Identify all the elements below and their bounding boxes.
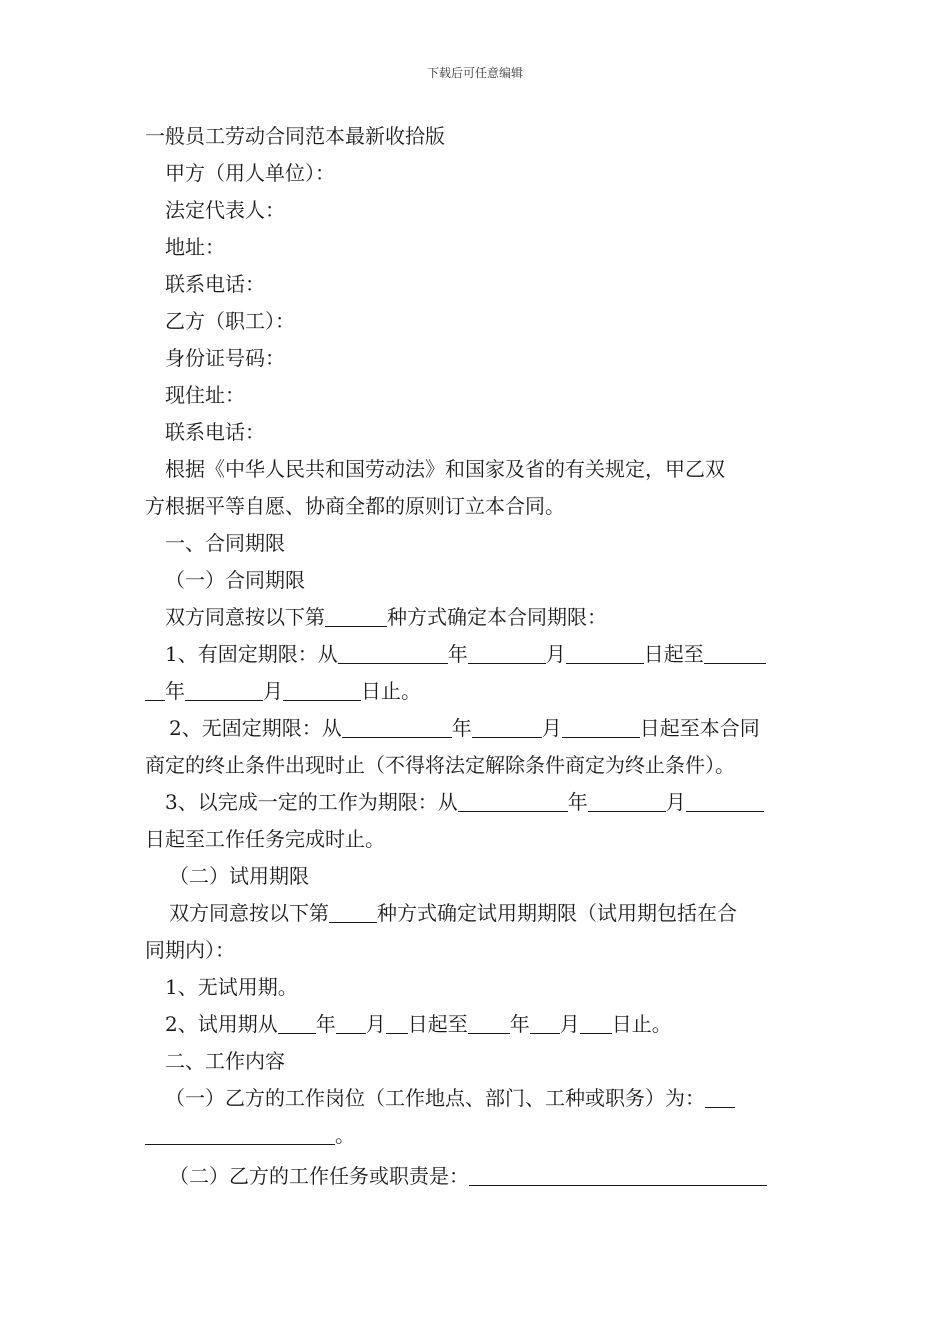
document-title: 一般员工劳动合同范本最新收拾版 — [145, 124, 445, 148]
section-2-sub-1 — [145, 1080, 810, 1117]
option-2-text: 2、无固定期限：从 — [169, 716, 342, 740]
trial-start-month-blank[interactable] — [336, 1013, 366, 1034]
option-2-month-blank[interactable] — [472, 717, 542, 738]
year-label: 年 — [165, 679, 185, 703]
option-1-line-2 — [145, 673, 810, 710]
trial-choice-blank[interactable] — [329, 902, 377, 923]
month-label: 月 — [545, 642, 566, 666]
option-1-line — [145, 636, 810, 673]
option-1-year-blank[interactable] — [338, 643, 448, 664]
trial-choice-line-2: 同期内）： — [145, 938, 235, 962]
month-label: 月 — [263, 679, 283, 703]
option-3-year-blank[interactable] — [458, 791, 568, 812]
option-3-line — [145, 784, 810, 821]
month-label: 月 — [559, 1012, 580, 1036]
option-1-text: 1、有固定期限：从 — [165, 642, 338, 666]
section-2-heading: 二、工作内容 — [165, 1049, 285, 1073]
option-2-line — [145, 710, 810, 747]
option-2-day-blank[interactable] — [562, 717, 640, 738]
party-a-line: 甲方（用人单位）： — [165, 161, 335, 185]
day-from-to-label: 日起至 — [643, 642, 704, 666]
period-mark: 。 — [335, 1123, 355, 1147]
page-header-note: 下载后可任意编辑 — [426, 66, 523, 80]
trial-choice-line — [145, 895, 810, 932]
position-blank-b[interactable] — [145, 1124, 335, 1145]
option-1-end-year-blank-b[interactable] — [145, 680, 165, 701]
option-3-day-blank[interactable] — [686, 791, 764, 812]
trial-option-2-text: 2、试用期从 — [165, 1012, 278, 1036]
year-label: 年 — [509, 1012, 530, 1036]
contract-document — [145, 118, 810, 1195]
option-1-day-blank[interactable] — [566, 643, 644, 664]
trial-choice-text-b: 种方式确定试用期期限（试用期包括在合 — [377, 901, 737, 925]
id-number-line: 身份证号码： — [165, 346, 285, 370]
trial-end-day-blank[interactable] — [580, 1013, 612, 1034]
trial-choice-text-a: 双方同意按以下第 — [169, 901, 329, 925]
day-from-to-label: 日起至 — [407, 1012, 468, 1036]
position-blank-a[interactable] — [705, 1087, 735, 1108]
day-end-label: 日止。 — [361, 679, 421, 703]
section-1-sub-1: （一）合同期限 — [165, 568, 305, 592]
option-3-month-blank[interactable] — [588, 791, 666, 812]
section-2-sub-1-text: （一）乙方的工作岗位（工作地点、部门、工种或职务）为： — [165, 1086, 705, 1110]
trial-start-day-blank[interactable] — [386, 1013, 408, 1034]
trial-end-year-blank[interactable] — [468, 1013, 510, 1034]
intro-line-2: 方根据平等自愿、协商全都的原则订立本合同。 — [145, 494, 565, 518]
section-2-sub-2-text: （二）乙方的工作任务或职责是： — [169, 1164, 469, 1188]
option-1-end-year-blank-a[interactable] — [704, 643, 766, 664]
option-1-end-month-blank[interactable] — [185, 680, 263, 701]
term-choice-blank[interactable] — [325, 606, 387, 627]
intro-line-1: 根据《中华人民共和国劳动法》和国家及省的有关规定，甲乙双 — [165, 457, 725, 481]
section-2-sub-2 — [145, 1158, 810, 1195]
year-label: 年 — [315, 1012, 336, 1036]
current-address-line: 现住址： — [165, 383, 245, 407]
trial-start-year-blank[interactable] — [278, 1013, 316, 1034]
legal-rep-line: 法定代表人： — [165, 198, 285, 222]
year-label: 年 — [567, 790, 588, 814]
option-2-line-2: 商定的终止条件出现时止（不得将法定解除条件商定为终止条件）。 — [145, 753, 735, 777]
year-label: 年 — [447, 642, 468, 666]
option-3-line-2: 日起至工作任务完成时止。 — [145, 827, 385, 851]
month-label: 月 — [541, 716, 562, 740]
day-end-label: 日止。 — [611, 1012, 672, 1036]
option-3-text: 3、以完成一定的工作为期限：从 — [165, 790, 458, 814]
term-choice-text-b: 种方式确定本合同期限： — [387, 605, 607, 629]
phone-a-line: 联系电话： — [165, 272, 265, 296]
option-1-end-day-blank[interactable] — [283, 680, 361, 701]
trial-option-1: 1、无试用期。 — [165, 975, 298, 999]
trial-end-month-blank[interactable] — [530, 1013, 560, 1034]
option-2-year-blank[interactable] — [342, 717, 452, 738]
month-label: 月 — [665, 790, 686, 814]
address-line: 地址： — [165, 235, 225, 259]
term-choice-text-a: 双方同意按以下第 — [165, 605, 325, 629]
section-1-sub-2: （二）试用期限 — [169, 864, 309, 888]
trial-option-2 — [145, 1006, 810, 1043]
phone-b-line: 联系电话： — [165, 420, 265, 444]
option-2-text-b: 日起至本合同 — [639, 716, 760, 740]
month-label: 月 — [365, 1012, 386, 1036]
party-b-line: 乙方（职工）： — [165, 309, 295, 333]
section-2-sub-1-line-2 — [145, 1117, 810, 1154]
term-choice-line — [145, 599, 810, 636]
section-1-heading: 一、合同期限 — [165, 531, 285, 555]
duties-blank[interactable] — [469, 1165, 767, 1186]
option-1-month-blank[interactable] — [468, 643, 546, 664]
year-label: 年 — [451, 716, 472, 740]
